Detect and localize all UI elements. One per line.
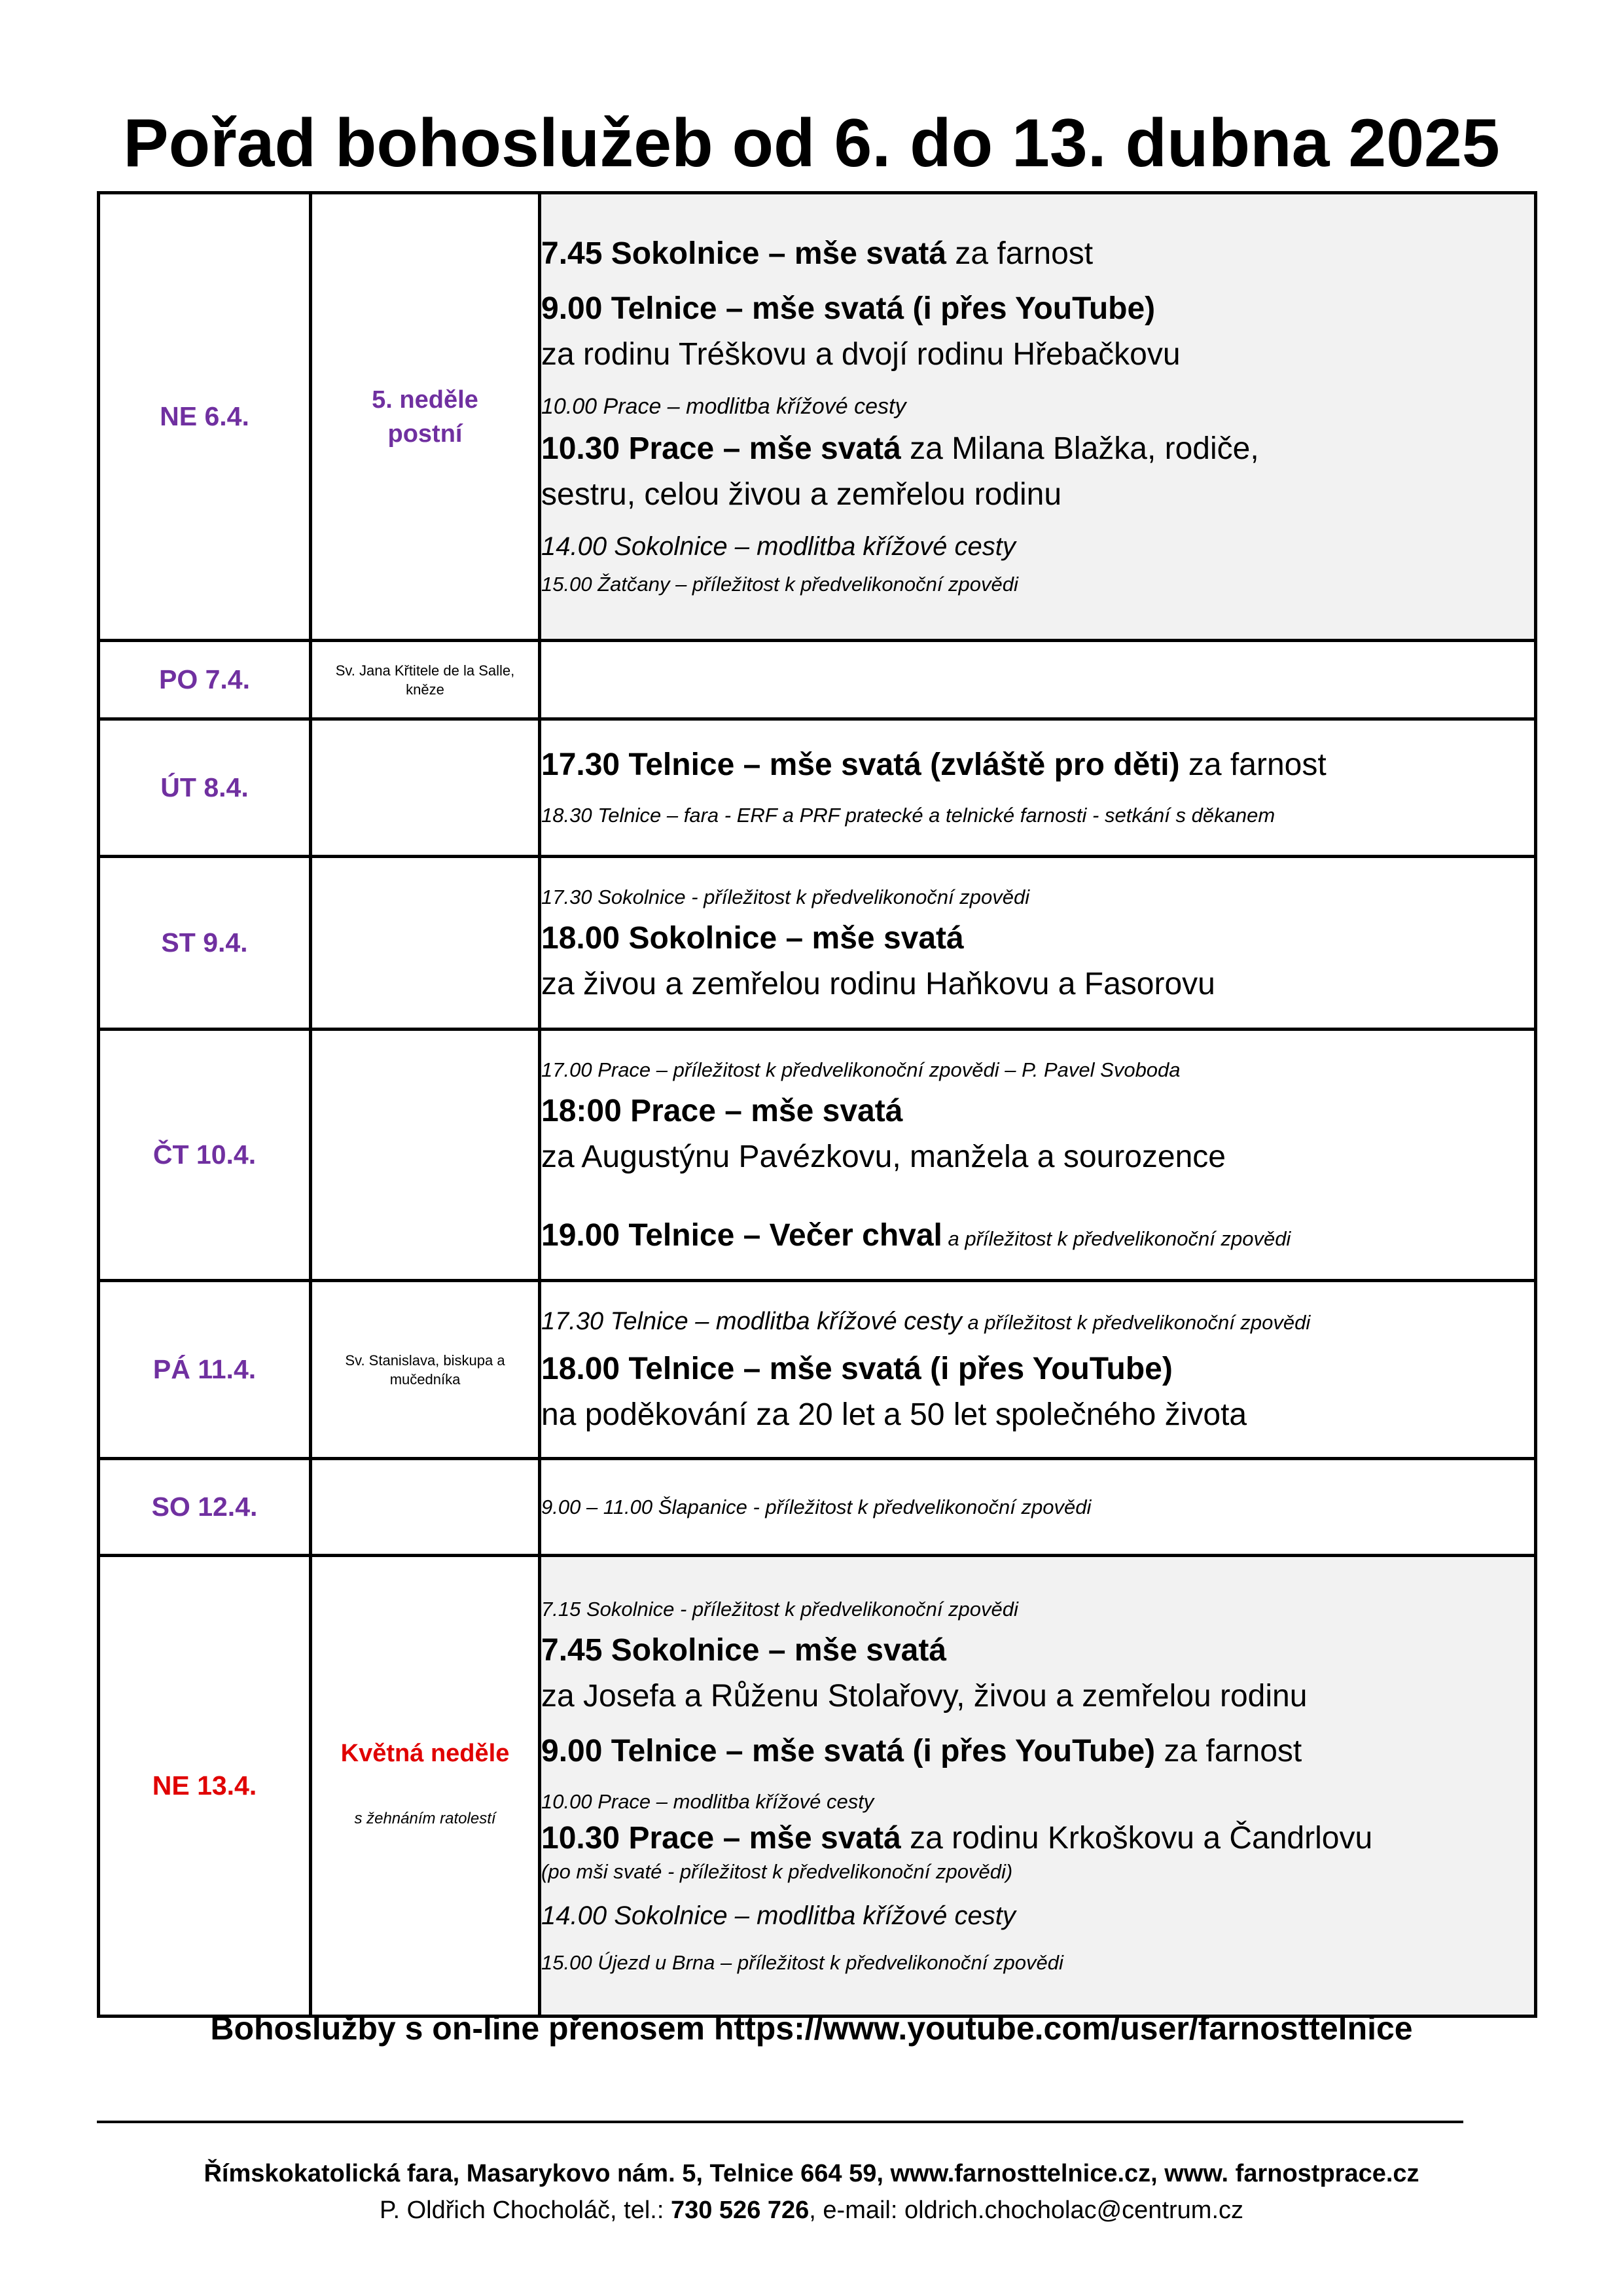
- table-row: [99, 1281, 1536, 1459]
- event-note: 14.00 Sokolnice – modlitba křížové cesty: [541, 1901, 1016, 1930]
- table-row: [99, 1459, 1536, 1556]
- events-cell: [540, 719, 1536, 857]
- event-intention: za živou a zemřelou rodinu Haňkovu a Fasorovu: [541, 966, 1215, 1001]
- table-row: [99, 641, 1536, 719]
- feast-cell: [311, 1459, 540, 1556]
- event-note: 15.00 Žatčany – příležitost k předvelikonoční zpovědi: [541, 572, 1018, 596]
- event-intention: za Augustýnu Pavézkovu, manžela a sourozence: [541, 1139, 1226, 1174]
- event-intention: sestru, celou živou a zemřelou rodinu: [541, 476, 1062, 512]
- event-intention: za farnost: [1155, 1733, 1302, 1768]
- footer-priest: P. Oldřich Chocholáč, tel.:: [380, 2197, 671, 2224]
- event-note: 17.30 Sokolnice - příležitost k předvelikonoční zpovědi: [541, 885, 1030, 908]
- page-title: Pořad bohoslužeb od 6. do 13. dubna 2025: [123, 105, 1500, 181]
- event-note: 14.00 Sokolnice – modlitba křížové cesty: [541, 531, 1016, 561]
- footer-phone: 730 526 726: [670, 2197, 810, 2224]
- table-row: [99, 1556, 1536, 2017]
- footer-contact: [0, 2197, 1623, 2225]
- event-intention: za rodinu Tréškovu a dvojí rodinu Hřebačkovu: [541, 336, 1181, 372]
- day-cell: NE 13.4.: [99, 1556, 311, 2017]
- day-cell: SO 12.4.: [99, 1459, 311, 1556]
- event-intention: za farnost: [946, 236, 1094, 271]
- feast-label: 5. neděle postní: [372, 386, 478, 448]
- feast-label: Sv. Jana Křtitele de la Salle, kněze: [335, 662, 515, 698]
- event-title: 10.30 Prace – mše svatá: [541, 431, 901, 466]
- event-intention: za Josefa a Růženu Stolařovy, živou a zemřelou rodinu: [541, 1678, 1308, 1713]
- feast-cell: [311, 641, 540, 719]
- event-intention: na poděkování za 20 let a 50 let společného života: [541, 1397, 1247, 1432]
- event-intention: za rodinu Krkoškovu a Čandrlovu: [901, 1820, 1373, 1856]
- event-note: (po mši svaté - příležitost k předvelikonoční zpovědi): [541, 1859, 1013, 1883]
- day-cell: NE 6.4.: [99, 193, 311, 641]
- event-title: 18.00 Telnice – mše svatá (i přes YouTube): [541, 1351, 1173, 1386]
- day-cell: PO 7.4.: [99, 641, 311, 719]
- event-title: 9.00 Telnice – mše svatá (i přes YouTube): [541, 291, 1156, 326]
- feast-note: s žehnáním ratolestí: [354, 1809, 496, 1827]
- event-note: 17.30 Telnice – modlitba křížové cesty: [541, 1307, 962, 1335]
- event-note: 7.15 Sokolnice - příležitost k předvelikonoční zpovědi: [541, 1597, 1018, 1621]
- feast-cell: [311, 1556, 540, 2017]
- event-title: 10.30 Prace – mše svatá: [541, 1820, 901, 1856]
- schedule-table: [97, 191, 1537, 2018]
- event-note: 15.00 Újezd u Brna – příležitost k předvelikonoční zpovědi: [541, 1950, 1063, 1974]
- events-cell: [540, 1459, 1536, 1556]
- feast-label: Květná neděle: [340, 1739, 510, 1767]
- event-title: 18.00 Sokolnice – mše svatá: [541, 920, 964, 956]
- events-cell: [540, 857, 1536, 1030]
- table-row: [99, 1030, 1536, 1281]
- event-note: a příležitost k předvelikonoční zpovědi: [961, 1310, 1311, 1334]
- event-note: 9.00 – 11.00 Šlapanice - příležitost k předvelikonoční zpovědi: [541, 1495, 1092, 1518]
- event-title: 17.30 Telnice – mše svatá (zvláště pro děti): [541, 747, 1180, 782]
- event-note: 10.00 Prace – modlitba křížové cesty: [541, 393, 906, 419]
- event-title: 7.45 Sokolnice – mše svatá: [541, 1632, 947, 1668]
- day-cell: ST 9.4.: [99, 857, 311, 1030]
- feast-cell: [311, 857, 540, 1030]
- feast-cell: [311, 1030, 540, 1281]
- day-cell: ČT 10.4.: [99, 1030, 311, 1281]
- event-note: 10.00 Prace – modlitba křížové cesty: [541, 1789, 874, 1813]
- table-row: [99, 193, 1536, 641]
- event-note: 17.00 Prace – příležitost k předvelikonoční zpovědi – P. Pavel Svoboda: [541, 1058, 1181, 1081]
- event-title: 19.00 Telnice – Večer chval: [541, 1217, 942, 1253]
- event-title: 18:00 Prace – mše svatá: [541, 1093, 903, 1128]
- footer-email: , e-mail: oldrich.chocholac@centrum.cz: [809, 2197, 1243, 2224]
- feast-cell: [311, 1281, 540, 1459]
- events-cell: [540, 1281, 1536, 1459]
- event-note: 18.30 Telnice – fara - ERF a PRF pratecké a telnické farnosti - setkání s děkanem: [541, 803, 1275, 827]
- day-cell: PÁ 11.4.: [99, 1281, 311, 1459]
- event-title: 7.45 Sokolnice – mše svatá: [541, 236, 947, 271]
- online-broadcast-note: Bohoslužby s on-line přenosem https://www.youtube.com/user/farnosttelnice: [210, 2010, 1413, 2047]
- events-cell: [540, 193, 1536, 641]
- feast-cell: [311, 719, 540, 857]
- day-cell: ÚT 8.4.: [99, 719, 311, 857]
- footer-address: Římskokatolická fara, Masarykovo nám. 5, Telnice 664 59, www.farnosttelnice.cz, www. farnostprace.cz: [204, 2160, 1419, 2187]
- event-note: a příležitost k předvelikonoční zpovědi: [942, 1227, 1291, 1250]
- table-row: [99, 857, 1536, 1030]
- events-cell: [540, 1556, 1536, 2017]
- feast-label: Sv. Stanislava, biskupa a mučedníka: [345, 1352, 505, 1388]
- event-intention: za farnost: [1179, 747, 1327, 782]
- feast-cell: [311, 193, 540, 641]
- event-intention: za Milana Blažka, rodiče,: [901, 431, 1259, 466]
- divider: [97, 2121, 1463, 2123]
- event-title: 9.00 Telnice – mše svatá (i přes YouTube): [541, 1733, 1156, 1768]
- events-cell: [540, 641, 1536, 719]
- table-row: [99, 719, 1536, 857]
- events-cell: [540, 1030, 1536, 1281]
